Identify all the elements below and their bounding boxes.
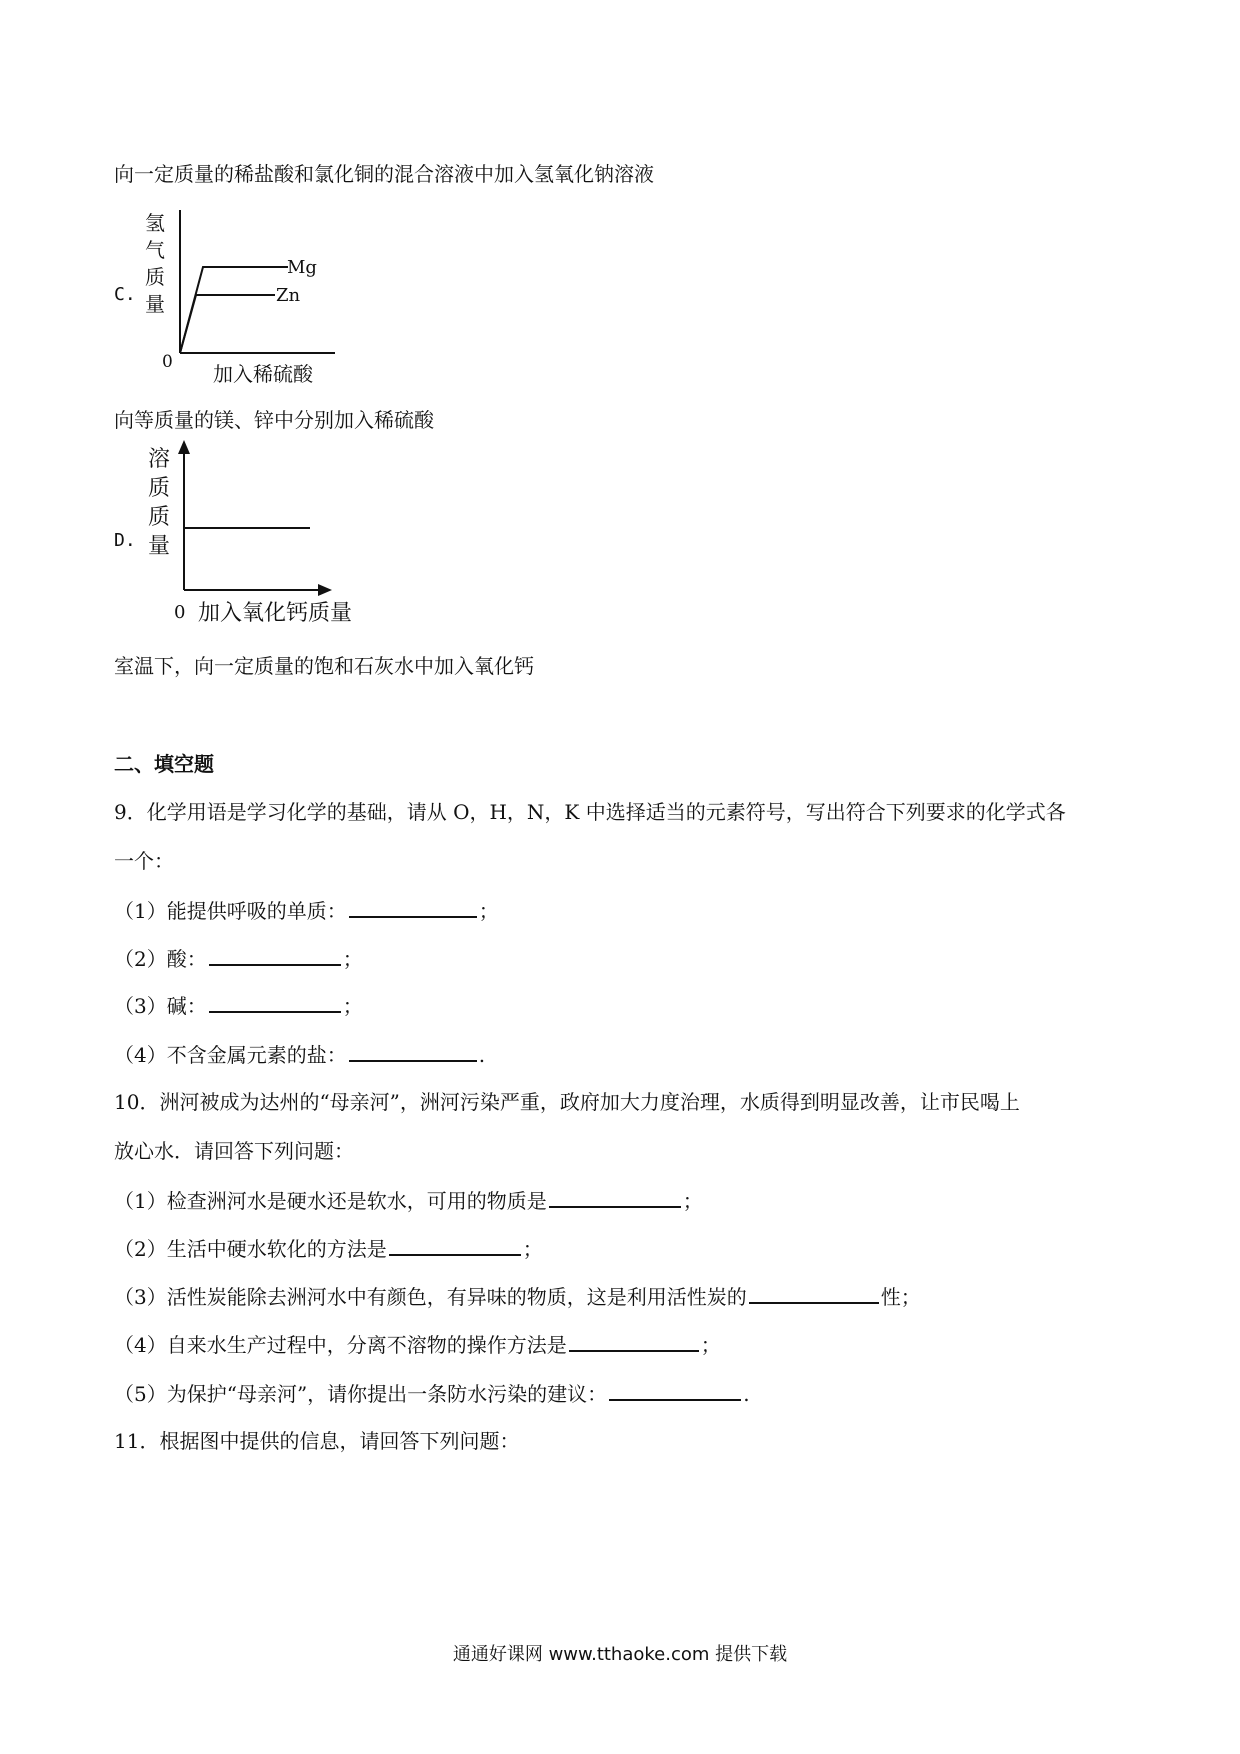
- series-label-zn: Zn: [276, 285, 301, 306]
- answer-blank[interactable]: [349, 896, 477, 918]
- x-axis-label: 加入氧化钙质量: [198, 601, 353, 626]
- q9-item-1-suffix: ；: [478, 899, 499, 923]
- q9-item-2-suffix: ；: [342, 947, 363, 971]
- option-c-label: C.: [114, 284, 136, 305]
- q9-item-2: [114, 944, 363, 973]
- answer-blank[interactable]: [389, 1234, 521, 1256]
- origin-label: 0: [162, 352, 173, 372]
- page-footer: 通通好课网 www.tthaoke.com 提供下载: [452, 1644, 788, 1665]
- q10-item-1-prefix: （1）检查洲河水是硬水还是软水，可用的物质是: [114, 1189, 547, 1213]
- y-label-char: 质: [148, 476, 171, 501]
- option-b-caption: 向一定质量的稀盐酸和氯化铜的混合溶液中加入氢氧化钠溶液: [114, 162, 654, 186]
- y-axis-arrow: [178, 440, 190, 454]
- answer-blank[interactable]: [569, 1330, 699, 1352]
- series-line-zn: [180, 295, 275, 353]
- q10-item-3: [114, 1282, 921, 1311]
- origin-label: 0: [174, 602, 186, 623]
- q9-item-1: [114, 896, 499, 925]
- q10-item-4-prefix: （4）自来水生产过程中，分离不溶物的操作方法是: [114, 1333, 567, 1357]
- option-d-caption: 室温下，向一定质量的饱和石灰水中加入氧化钙: [114, 654, 534, 678]
- option-d-chart: [140, 440, 390, 630]
- q10-item-5: [114, 1379, 750, 1408]
- y-axis-label: [145, 211, 165, 316]
- y-label-char: 质: [148, 505, 171, 530]
- q10-item-3-prefix: （3）活性炭能除去洲河水中有颜色，有异味的物质，这是利用活性炭的: [114, 1285, 747, 1309]
- section-title: 二、填空题: [114, 752, 214, 776]
- answer-blank[interactable]: [209, 944, 341, 966]
- q10-item-3-suffix: 性；: [880, 1285, 921, 1309]
- y-label-char: 气: [145, 238, 165, 262]
- q9-item-3: [114, 991, 363, 1020]
- q9-item-1-prefix: （1）能提供呼吸的单质：: [114, 899, 347, 923]
- q10-item-2-suffix: ；: [522, 1237, 543, 1261]
- y-label-char: 量: [148, 534, 171, 559]
- answer-blank[interactable]: [209, 991, 341, 1013]
- q10-item-1: [114, 1186, 703, 1215]
- q9-item-4-prefix: （4）不含金属元素的盐：: [114, 1043, 347, 1067]
- answer-blank[interactable]: [349, 1040, 477, 1062]
- q9-item-3-prefix: （3）碱：: [114, 994, 207, 1018]
- q9-item-4: [114, 1040, 485, 1069]
- series-line-mg: [180, 267, 288, 353]
- answer-blank[interactable]: [549, 1186, 681, 1208]
- q10-item-5-suffix: .: [743, 1382, 750, 1406]
- q10-stem-line2: 放心水．请回答下列问题：: [114, 1139, 354, 1163]
- y-label-char: 质: [145, 265, 165, 289]
- option-c-chart: [140, 205, 360, 390]
- q11-stem: 11．根据图中提供的信息，请回答下列问题：: [114, 1429, 520, 1453]
- q10-item-2-prefix: （2）生活中硬水软化的方法是: [114, 1237, 387, 1261]
- q9-item-3-suffix: ；: [342, 994, 363, 1018]
- answer-blank[interactable]: [749, 1282, 879, 1304]
- y-label-char: 氢: [145, 211, 165, 235]
- y-label-char: 溶: [148, 447, 171, 472]
- q9-stem-line2: 一个：: [114, 849, 174, 873]
- q10-item-1-suffix: ；: [682, 1189, 703, 1213]
- x-axis-arrow: [318, 584, 332, 596]
- q10-item-4-suffix: ；: [700, 1333, 721, 1357]
- y-axis-label: [148, 447, 170, 559]
- series-label-mg: Mg: [287, 257, 317, 278]
- q10-item-4: [114, 1330, 721, 1359]
- x-axis-label: 加入稀硫酸: [213, 362, 313, 386]
- q9-item-2-prefix: （2）酸：: [114, 947, 207, 971]
- q10-item-5-prefix: （5）为保护“母亲河”，请你提出一条防水污染的建议：: [114, 1382, 608, 1406]
- y-label-char: 量: [145, 292, 165, 316]
- option-c-caption: 向等质量的镁、锌中分别加入稀硫酸: [114, 408, 434, 432]
- q9-stem-line1: 9．化学用语是学习化学的基础，请从 O，H，N，K 中选择适当的元素符号，写出符合下列要求的化学式各: [114, 800, 1066, 824]
- answer-blank[interactable]: [609, 1379, 741, 1401]
- q9-item-4-suffix: .: [478, 1043, 486, 1067]
- q10-item-2: [114, 1234, 543, 1263]
- option-d-label: D.: [114, 530, 136, 551]
- q10-stem-line1: 10．洲河被成为达州的“母亲河”，洲河污染严重，政府加大力度治理，水质得到明显改善，让市民喝上: [114, 1090, 1020, 1114]
